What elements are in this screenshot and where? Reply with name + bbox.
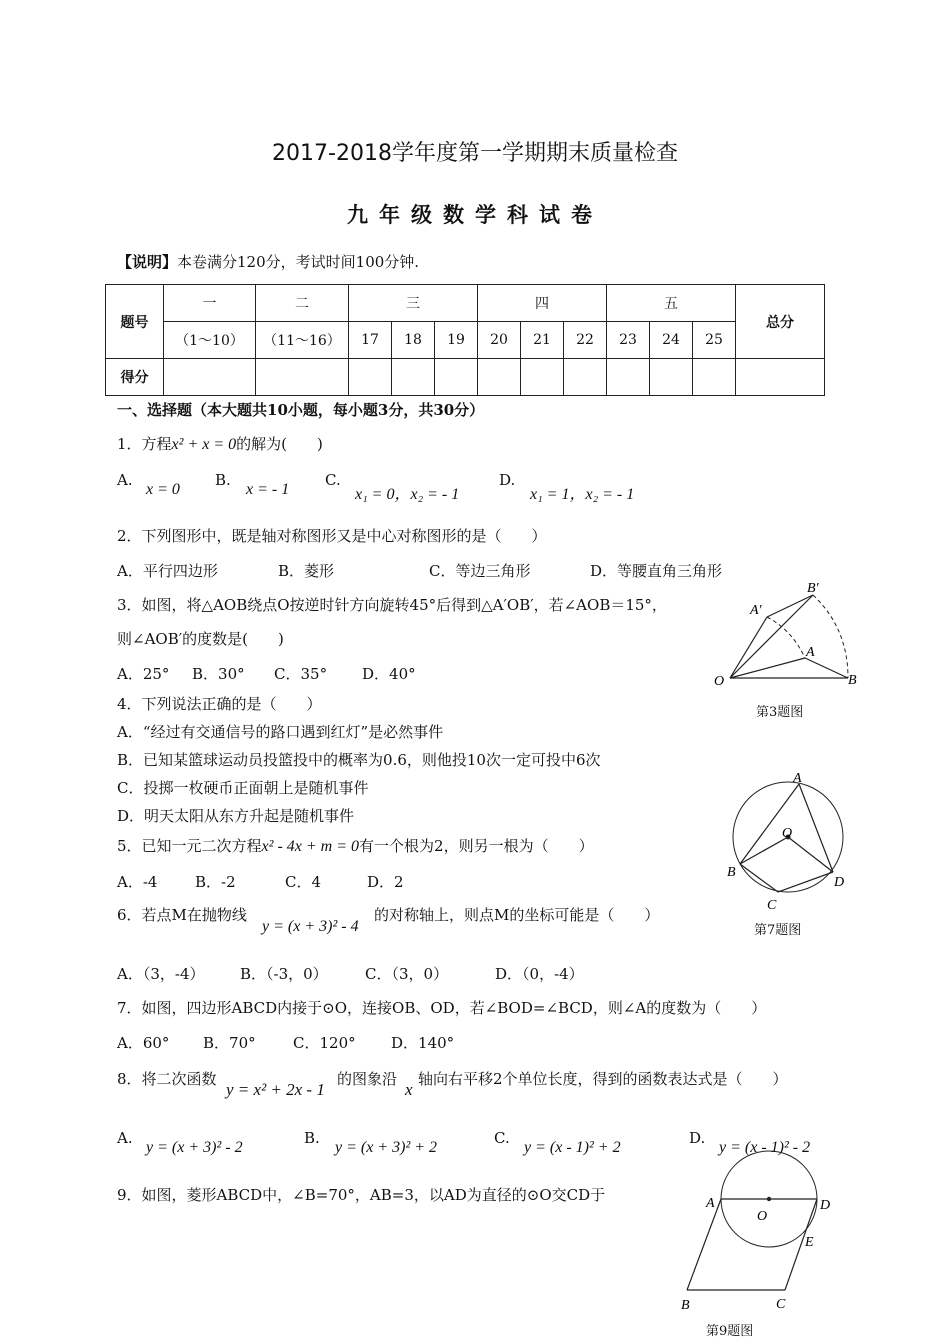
q5-stem-start: 5．已知一元二次方程: [117, 837, 262, 855]
q8-option-a-label: A.: [117, 1129, 133, 1147]
q8-option-d-label: D.: [689, 1129, 706, 1147]
q4-option-c[interactable]: C．投掷一枚硬币正面朝上是随机事件: [117, 779, 369, 797]
q3-option-b[interactable]: B．30°: [192, 665, 245, 683]
q1-option-a-label: A.: [117, 471, 133, 489]
q5-option-d[interactable]: D．2: [367, 873, 404, 891]
score-cell[interactable]: [736, 359, 825, 396]
section-5-header: 五: [607, 285, 736, 322]
q5-option-b[interactable]: B．-2: [195, 873, 236, 891]
q6-option-b[interactable]: B．（-3，0）: [240, 965, 328, 983]
q1-option-b-label: B.: [215, 471, 231, 489]
range-cell: 19: [435, 322, 478, 359]
q2-option-b[interactable]: B．菱形: [278, 562, 335, 580]
q1-option-a[interactable]: x = 0: [146, 481, 180, 498]
q1-stem-start: 1．方程: [117, 435, 172, 453]
q6-option-a[interactable]: A．（3，-4）: [117, 965, 205, 983]
fig7-label-a: A: [793, 771, 802, 786]
fig7-label-d: D: [834, 875, 845, 890]
section-2-header: 二: [256, 285, 349, 322]
q1-option-d-label: D.: [499, 471, 516, 489]
score-cell[interactable]: [256, 359, 349, 396]
q8-option-b[interactable]: y = (x + 3)² + 2: [335, 1139, 438, 1156]
instructions: [117, 252, 419, 272]
score-cell[interactable]: [607, 359, 650, 396]
q7-option-a[interactable]: A．60°: [117, 1034, 170, 1052]
question-4-stem: 4．下列说法正确的是（ ）: [117, 695, 322, 713]
instructions-label: 【说明】: [117, 253, 178, 271]
q6-equation: y = (x + 3)² - 4: [262, 918, 359, 935]
figure-9-rhombus-circle-diagram: [680, 1150, 850, 1318]
score-cell[interactable]: [349, 359, 392, 396]
q8-option-b-label: B.: [304, 1129, 320, 1147]
figure-3-caption: 第3题图: [756, 705, 804, 720]
q8-stem-mid: 的图象沿: [337, 1070, 398, 1088]
section-heading: 一、选择题（本大题共10小题，每小题3分，共30分）: [117, 401, 485, 419]
q6-option-c[interactable]: C．（3，0）: [365, 965, 449, 983]
range-cell: 17: [349, 322, 392, 359]
q7-option-d[interactable]: D．140°: [391, 1034, 455, 1052]
score-row-header: 得分: [106, 359, 164, 396]
q2-option-d[interactable]: D．等腰直角三角形: [590, 562, 723, 580]
fig7-label-c: C: [767, 898, 777, 913]
question-5-stem: [117, 836, 594, 857]
q8-option-c-label: C.: [494, 1129, 510, 1147]
fig9-label-e: E: [805, 1235, 814, 1250]
score-cell[interactable]: [521, 359, 564, 396]
figure-7-circle-diagram: [718, 766, 858, 918]
q1-option-c[interactable]: x₁ = 0，x₂ = - 1: [355, 486, 460, 503]
question-9-stem: 9．如图，菱形ABCD中，∠B=70°，AB=3，以AD为直径的⊙O交CD于: [117, 1186, 606, 1204]
q5-equation: x² - 4x + m = 0: [261, 838, 360, 855]
page-title: 2017-2018学年度第一学期期末质量检查: [272, 141, 678, 166]
score-cell[interactable]: [392, 359, 435, 396]
q3-option-c[interactable]: C．35°: [274, 665, 328, 683]
score-cell[interactable]: [435, 359, 478, 396]
question-3-line1: 3．如图，将△AOB绕点O按逆时针方向旋转45°后得到△A′OB′，若∠AOB＝15°，: [117, 596, 667, 614]
fig9-label-b: B: [681, 1298, 690, 1313]
score-table: [105, 284, 825, 396]
fig9-label-c: C: [776, 1297, 786, 1312]
q4-option-a[interactable]: A．“经过有交通信号的路口遇到红灯”是必然事件: [117, 723, 444, 741]
fig3-label-a-prime: A′: [750, 603, 762, 618]
range-cell: 21: [521, 322, 564, 359]
q7-option-b[interactable]: B．70°: [203, 1034, 256, 1052]
score-cell[interactable]: [478, 359, 521, 396]
q2-option-c[interactable]: C．等边三角形: [429, 562, 531, 580]
q1-option-b[interactable]: x = - 1: [246, 481, 290, 498]
range-cell: 18: [392, 322, 435, 359]
fig7-label-o: O: [782, 826, 793, 841]
q2-option-a[interactable]: A．平行四边形: [117, 562, 218, 580]
figure-7-caption: 第7题图: [754, 923, 802, 938]
q6-stem-end: 的对称轴上，则点M的坐标可能是（ ）: [374, 906, 660, 924]
page-subtitle: 九年级数学科试卷: [347, 203, 603, 227]
fig3-label-a: A: [806, 645, 815, 660]
fig9-label-a: A: [706, 1196, 715, 1211]
fig9-label-d: D: [820, 1198, 831, 1213]
q8-stem-end: 轴向右平移2个单位长度，得到的函数表达式是（ ）: [418, 1070, 788, 1088]
range-cell: 22: [564, 322, 607, 359]
figure-9-caption: 第9题图: [706, 1324, 754, 1339]
figure-3-rotation-diagram: [708, 578, 868, 690]
score-cell[interactable]: [164, 359, 256, 396]
question-3-line2: 则∠AOB′的度数是( ): [117, 630, 284, 648]
q1-option-c-label: C.: [325, 471, 341, 489]
q6-option-d[interactable]: D．（0，-4）: [495, 965, 584, 983]
question-2-stem: 2．下列图形中，既是轴对称图形又是中心对称图形的是（ ）: [117, 527, 547, 545]
q1-option-d[interactable]: x₁ = 1，x₂ = - 1: [530, 486, 635, 503]
q5-option-a[interactable]: A．-4: [117, 873, 158, 891]
q6-stem-start: 6．若点M在抛物线: [117, 906, 247, 924]
score-cell[interactable]: [693, 359, 736, 396]
q8-option-d[interactable]: y = (x - 1)² - 2: [719, 1139, 811, 1156]
q4-option-d[interactable]: D．明天太阳从东方升起是随机事件: [117, 807, 355, 825]
q8-option-c[interactable]: y = (x - 1)² + 2: [524, 1139, 621, 1156]
range-cell: （11～16）: [256, 322, 349, 359]
question-7-stem: 7．如图，四边形ABCD内接于⊙O，连接OB、OD，若∠BOD=∠BCD，则∠A的度数为（ ）: [117, 999, 767, 1017]
range-cell: 20: [478, 322, 521, 359]
q3-option-d[interactable]: D．40°: [362, 665, 416, 683]
total-header: 总分: [736, 285, 825, 359]
question-1-stem: [117, 434, 323, 455]
section-4-header: 四: [478, 285, 607, 322]
q3-option-a[interactable]: A．25°: [117, 665, 170, 683]
q8-option-a[interactable]: y = (x + 3)² - 2: [146, 1139, 243, 1156]
q4-option-b[interactable]: B．已知某篮球运动员投篮投中的概率为0.6，则他投10次一定可投中6次: [117, 751, 601, 769]
score-cell[interactable]: [650, 359, 693, 396]
range-cell: 25: [693, 322, 736, 359]
fig3-label-b: B: [848, 673, 857, 688]
range-cell: （1～10）: [164, 322, 256, 359]
question-number-header: 题号: [106, 285, 164, 359]
q8-stem-start: 8．将二次函数: [117, 1070, 217, 1088]
section-3-header: 三: [349, 285, 478, 322]
q7-option-c[interactable]: C．120°: [293, 1034, 356, 1052]
fig9-label-o: O: [757, 1209, 768, 1224]
q8-axis-variable: x: [405, 1080, 413, 1099]
range-cell: 24: [650, 322, 693, 359]
fig3-label-b-prime: B′: [807, 581, 819, 596]
q5-stem-end: 有一个根为2，则另一根为（ ）: [359, 837, 594, 855]
fig3-label-o: O: [714, 674, 725, 689]
instructions-text: 本卷满分120分，考试时间100分钟.: [177, 253, 420, 271]
fig7-label-b: B: [727, 865, 736, 880]
q1-stem-end: 的解为( ): [236, 435, 323, 453]
q5-option-c[interactable]: C．4: [285, 873, 322, 891]
section-1-header: 一: [164, 285, 256, 322]
q1-equation: x² + x = 0: [171, 436, 237, 453]
q8-equation: y = x² + 2x - 1: [226, 1080, 325, 1099]
score-cell[interactable]: [564, 359, 607, 396]
range-cell: 23: [607, 322, 650, 359]
